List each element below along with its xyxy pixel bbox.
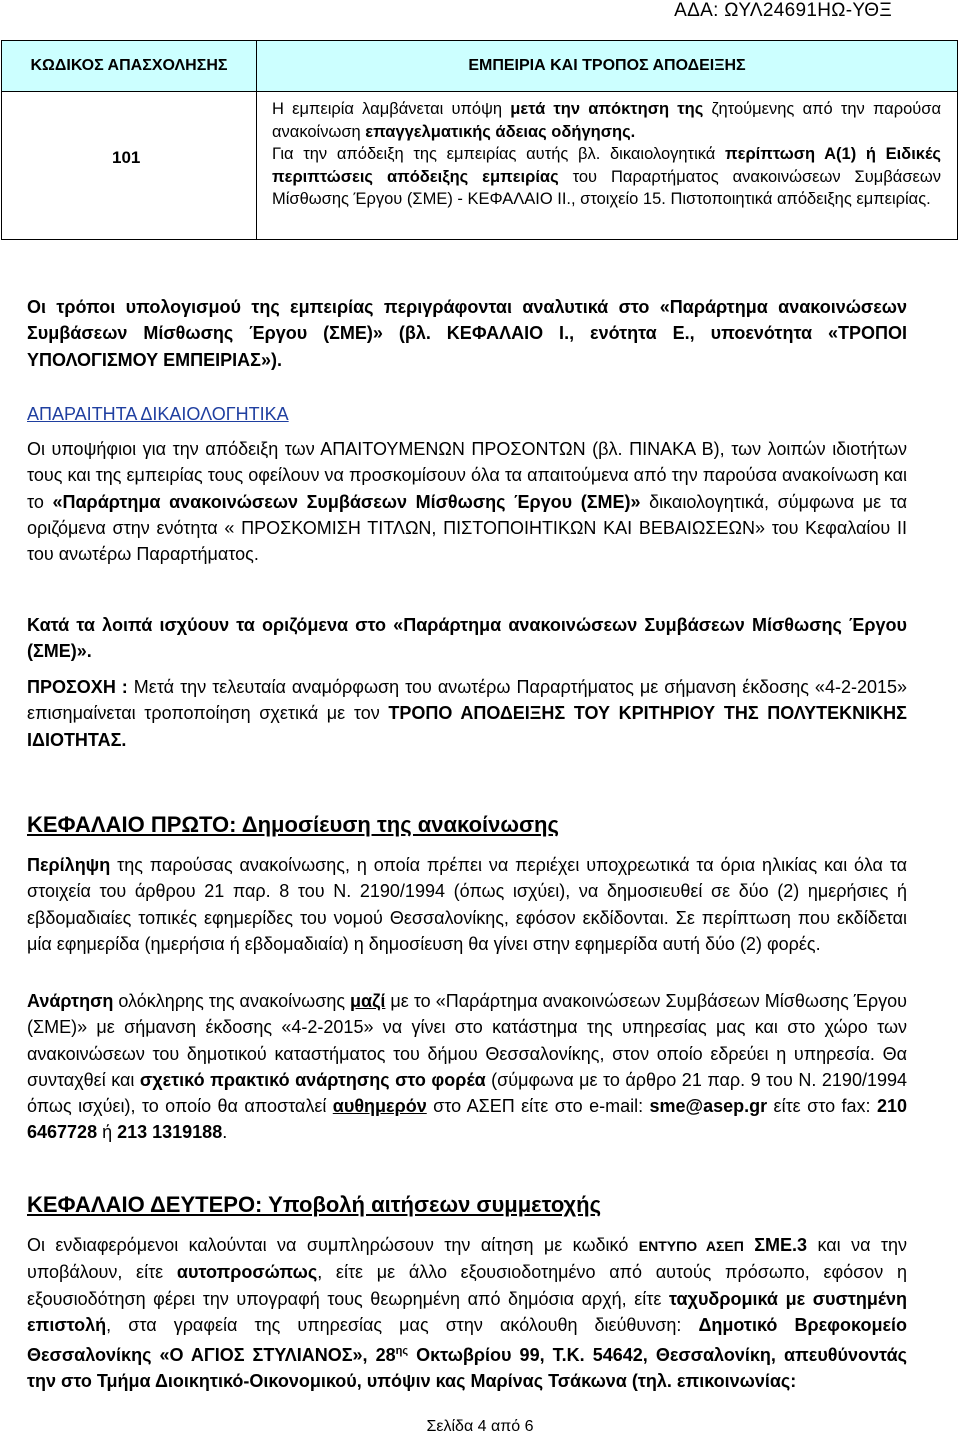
required-docs-title: ΑΠΑΡΑΙΤΗΤΑ ΔΙΚΑΙΟΛΟΓΗΤΙΚΑ: [27, 404, 289, 424]
calc-note-text: .: [684, 323, 690, 344]
job-code-cell: 101: [2, 92, 257, 240]
posting-bold: Ανάρτηση: [27, 991, 114, 1011]
summary-label: Περίληψη: [27, 855, 111, 875]
address: Δημοτικό Βρεφοκομείο Θεσσαλονίκης «Ο ΑΓΙΟΣ ΣΤΥΛΙΑΝΟΣ», 28: [27, 1314, 908, 1366]
posting-bold: σχετικό πρακτικό ανάρτησης στο φορέα: [139, 1069, 486, 1090]
required-docs-bold: «Παράρτημα ανακοινώσεων Συμβάσεων Μίσθωσης Έργου (ΣΜΕ)»: [52, 491, 641, 512]
posting-text: .: [222, 1122, 228, 1143]
attention-bold: ΤΡΟΠΟ ΑΠΟΔΕΙΞΗΣ ΤΟΥ ΚΡΙΤΗΡΙΟΥ ΤΗΣ ΠΟΛΥΤΕΚΝΙΚΗΣ ΙΔΙΟΤΗΤΑΣ.: [27, 703, 907, 750]
address: Οκτωβρίου 99, Τ.Κ. 54642, Θεσσαλονίκη, απευθύνοντάς την στο Τμήμα Διοικητικό-Οικονομικού, υπόψιν κας Μαρίνας Τσάκωνα (τηλ. επικοινωνίας:: [27, 1345, 907, 1392]
req-bold: μετά την απόκτηση της: [510, 100, 704, 118]
chapter1-summary: [27, 852, 907, 957]
posting-bold: μαζί: [350, 991, 386, 1011]
posting-text: με το «Παράρτημα ανακοινώσεων Συμβάσεων Μίσθωσης Έργου (ΣΜΕ)» με σήμανση έκδοσης «4-2-2015» να γίνει στο κατάστημα της υπηρεσίας μας και στο χώρο των ανακοινώσεων του δημοτικού καταστήματος του δήμου Θεσσαλονίκης, στον οποίο εδρεύει η υπηρεσία. Θα συνταχθεί και: [27, 991, 907, 1090]
table-header-row: [2, 41, 958, 92]
req-text: Για την απόδειξη της εμπειρίας αυτής βλ. δικαιολογητικά: [272, 145, 725, 164]
form-code: ΣΜΕ.3: [743, 1235, 808, 1255]
form-code: ΕΝΤΥΠΟ ΑΣΕΠ: [638, 1238, 744, 1254]
page-footer: Σελίδα 4 από 6: [426, 1418, 534, 1435]
required-docs-part: δικαιολογητικά, σύμφωνα με τα οριζόμενα στην ενότητα « ΠΡΟΣΚΟΜΙΣΗ ΤΙΤΛΩΝ, ΠΙΣΤΟΠΟΙΗΤΙΚΩΝ ΚΑΙ ΒΕΒΑΙΩΣΕΩΝ» του Κεφαλαίου ΙΙ του ανωτέρω Παραρτήματος.: [27, 491, 907, 565]
calc-note-text: .: [564, 323, 570, 344]
posting-text: ή: [97, 1122, 118, 1143]
calc-note: [27, 294, 907, 373]
chapter2-part: , είτε με άλλο εξουσιοδοτημένο από αυτούς πρόσωπο, εφόσον η εξουσιοδότηση φέρει την υπογραφή τους θεωρημένη από δημόσια αρχή, είτε: [27, 1262, 907, 1309]
fax-number: 210 6467728: [27, 1096, 907, 1143]
calc-note-text: , ενότητα Ε: [569, 323, 685, 344]
posting-bold: αυθημερόν: [332, 1096, 427, 1117]
required-docs-text: [27, 436, 907, 567]
chapter1-posting: [27, 988, 907, 1146]
valid-note: Κατά τα λοιπά ισχύουν τα οριζόμενα στο «Παράρτημα ανακοινώσεων Συμβάσεων Μίσθωσης Έργου (ΣΜΕ)».: [27, 615, 907, 662]
chapter2-title: ΚΕΦΑΛΑΙΟ ΔΕΥΤΕΡΟ: Υποβολή αιτήσεων συμμετοχής: [27, 1192, 602, 1217]
req-bold: επαγγελματικής άδειας οδήγησης.: [365, 122, 636, 141]
posting-text: είτε στο fax:: [767, 1096, 877, 1117]
ordinal-suffix: ης: [395, 1345, 409, 1358]
calc-note-text: Οι τρόποι υπολογισμού της εμπειρίας περιγράφονται αναλυτικά στο «Παράρτημα ανακοινώσεων Συμβάσεων Μίσθωσης Έργου (ΣΜΕ)» (βλ. ΚΕΦΑΛΑΙΟ Ι: [27, 297, 907, 344]
attention-text: Μετά την τελευταία αναμόρφωση του ανωτέρω Παραρτήματος με σήμανση έκδοσης «4-2-2015» επισημαίνεται τροποποίηση σχετικά με τον: [27, 677, 908, 724]
column-header-experience: ΕΜΠΕΙΡΙΑ ΚΑΙ ΤΡΟΠΟΣ ΑΠΟΔΕΙΞΗΣ: [257, 41, 958, 92]
chapter2-bold: αυτοπροσώπως: [176, 1262, 318, 1283]
posting-text: ολόκληρης της ανακοίνωσης: [113, 991, 351, 1011]
chapter2-part: , στα γραφεία της υπηρεσίας μας στην ακόλουθη διεύθυνση:: [106, 1314, 699, 1335]
experience-table: [1, 40, 958, 240]
ada-code: ΑΔΑ: ΩΥΛ24691ΗΩ-ΥΘΞ: [674, 0, 892, 21]
fax-number: 213 1319188: [117, 1122, 223, 1143]
req-text: Η εμπειρία λαμβάνεται υπόψη: [272, 100, 511, 118]
chapter2-part: και να την υποβάλουν, είτε: [27, 1235, 908, 1283]
req-text: ζητούμενης από την παρούσα ανακοίνωση: [272, 100, 942, 141]
chapter1-title: ΚΕΦΑΛΑΙΟ ΠΡΩΤΟ: Δημοσίευση της ανακοίνωσης: [27, 812, 559, 837]
column-header-code: ΚΩΔΙΚΟΣ ΑΠΑΣΧΟΛΗΣΗΣ: [2, 41, 257, 92]
chapter2-bold: ταχυδρομικά με συστημένη επιστολή: [27, 1288, 907, 1335]
attention-note: [27, 674, 907, 753]
table-row: [2, 92, 958, 240]
attention-label: ΠΡΟΣΟΧΗ :: [27, 677, 128, 697]
calc-note-text: , υποενότητα «ΤΡΟΠΟΙ ΥΠΟΛΟΓΙΣΜΟΥ ΕΜΠΕΙΡΙΑΣ»).: [27, 323, 907, 370]
chapter2-text: [27, 1232, 907, 1395]
req-bold: περίπτωση Α(1) ή Ειδικές περιπτώσεις απόδειξης εμπειρίας: [272, 145, 942, 186]
chapter2-part: Οι ενδιαφερόμενοι καλούνται να συμπληρώσουν την αίτηση με κωδικό: [27, 1235, 639, 1255]
experience-requirement-cell: [257, 92, 958, 240]
email-address: sme@asep.gr: [649, 1096, 768, 1117]
posting-text: (σύμφωνα με το άρθρο 21 παρ. 9 του Ν. 2190/1994 όπως ισχύει), το οποίο θα αποσταλεί: [27, 1069, 907, 1117]
posting-text: στο ΑΣΕΠ είτε στο e-mail:: [426, 1096, 650, 1117]
summary-text: της παρούσας ανακοίνωσης, η οποία πρέπει να περιέχει υποχρεωτικά τα όρια ηλικίας και όλα τα στοιχεία του άρθρου 21 παρ. 8 του Ν. 2190/1994 (όπως ισχύει), να δημοσιευθεί σε δύο (2) ημερήσιες ή εβδομαδιαίες τοπικές εφημερίδες του νομού Θεσσαλονίκης, εφόσον εκδίδονται. Σε περίπτωση που εκδίδεται μία εφημερίδα (ημερήσια ή εβδομαδιαία) η δημοσίευση θα γίνει στην εφημερίδα αυτή δύο (2) φορές.: [27, 855, 907, 954]
required-docs-part: Οι υποψήφιοι για την απόδειξη των ΑΠΑΙΤΟΥΜΕΝΩΝ ΠΡΟΣΟΝΤΩΝ (βλ. ΠΙΝΑΚΑ Β), των λοιπών ιδιοτήτων τους και της εμπειρίας τους οφείλουν να προσκομίσουν όλα τα απαιτούμενα από την παρούσα ανακοίνωση και το: [27, 439, 907, 512]
req-text: του Παραρτήματος ανακοινώσεων Συμβάσεων Μίσθωσης Έργου (ΣΜΕ) - ΚΕΦΑΛΑΙΟ ΙΙ., στοιχείο 15. Πιστοποιητικά απόδειξης εμπειρίας.: [272, 167, 941, 209]
